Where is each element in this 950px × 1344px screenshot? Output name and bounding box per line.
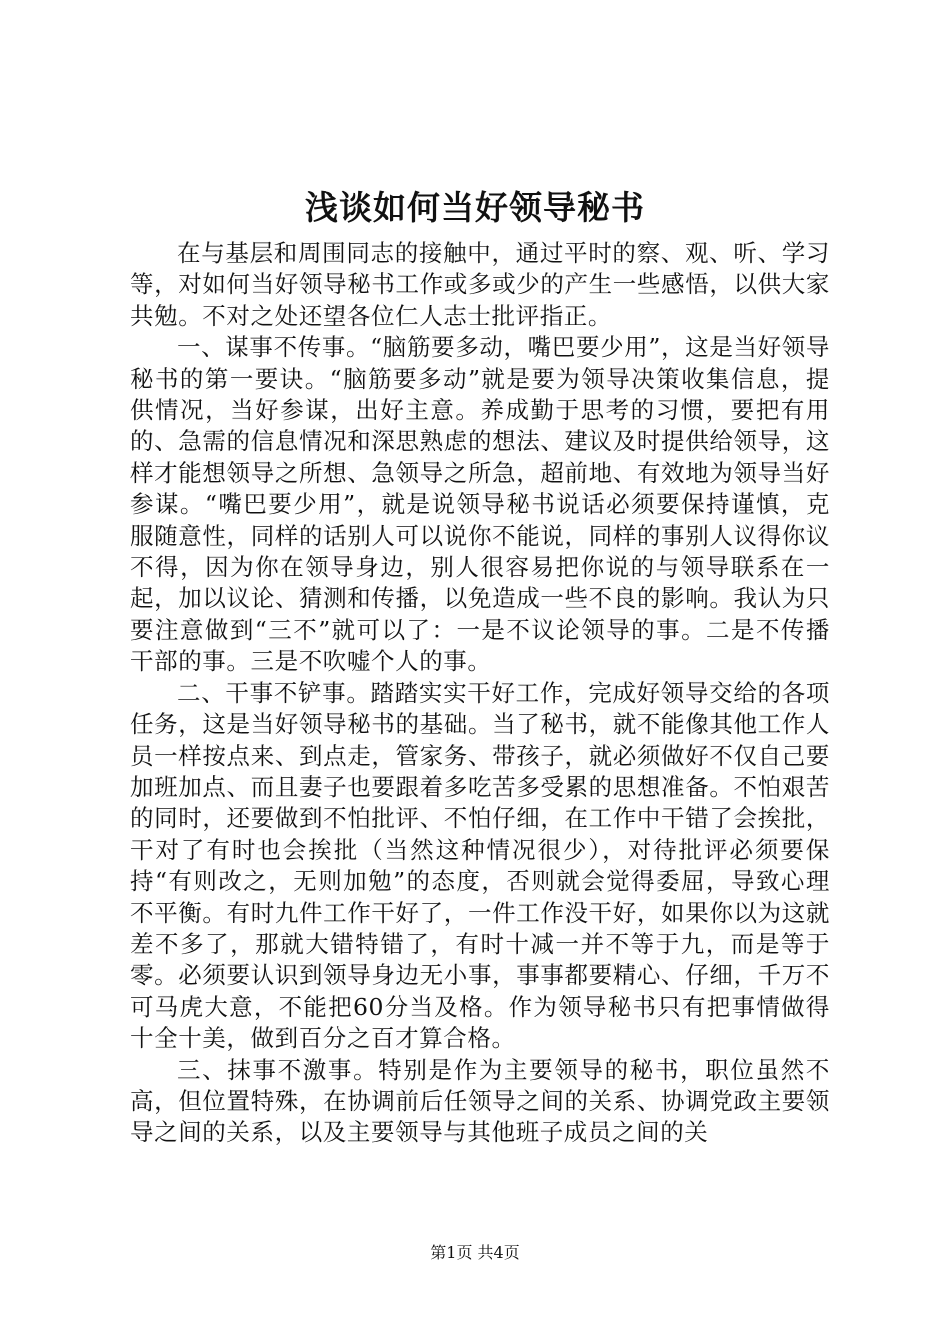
- document-body: [130, 238, 830, 1149]
- page-footer: 第1页 共4页: [430, 1243, 520, 1262]
- document-title: 浅谈如何当好领导秘书: [305, 188, 645, 227]
- paragraph-section-1: 一、谋事不传事。“脑筋要多动，嘴巴要少用”，这是当好领导秘书的第一要诀。“脑筋要多动”就是要为领导决策收集信息，提供情况，当好参谋，出好主意。养成勤于思考的习惯，要把有用的、急需的信息情况和深思熟虑的想法、建议及时提供给领导，这样才能想领导之所想、急领导之所急，超前地、有效地为领导当好参谋。“嘴巴要少用”，就是说领导秘书说话必须要保持谨慎，克服随意性，同样的话别人可以说你不能说，同样的事别人议得你议不得，因为你在领导身边，别人很容易把你说的与领导联系在一起，加以议论、猜测和传播，以免造成一些不良的影响。我认为只要注意做到“三不”就可以了：一是不议论领导的事。二是不传播干部的事。三是不吹嘘个人的事。: [130, 333, 830, 676]
- paragraph-section-2: 二、干事不铲事。踏踏实实干好工作，完成好领导交给的各项任务，这是当好领导秘书的基础。当了秘书，就不能像其他工作人员一样按点来、到点走，管家务、带孩子，就必须做好不仅自己要加班加点、而且妻子也要跟着多吃苦多受累的思想准备。不怕艰苦的同时，还要做到不怕批评、不怕仔细，在工作中干错了会挨批，干对了有时也会挨批（当然这种情况很少），对待批评必须要保持“有则改之，无则加勉”的态度，否则就会觉得委屈，导致心理不平衡。有时九件工作干好了，一件工作没干好，如果你以为这就差不多了，那就大错特错了，有时十减一并不等于九，而是等于零。必须要认识到领导身边无小事，事事都要精心、仔细，千万不可马虎大意，不能把60分当及格。作为领导秘书只有把事情做得十全十美，做到百分之百才算合格。: [130, 678, 830, 1053]
- paragraph-section-3: 三、抹事不激事。特别是作为主要领导的秘书，职位虽然不高，但位置特殊，在协调前后任领导之间的关系、协调党政主要领导之间的关系，以及主要领导与其他班子成员之间的关: [130, 1055, 830, 1147]
- paragraph-intro: 在与基层和周围同志的接触中，通过平时的察、观、听、学习等，对如何当好领导秘书工作或多或少的产生一些感悟，以供大家共勉。不对之处还望各位仁人志士批评指正。: [130, 239, 830, 330]
